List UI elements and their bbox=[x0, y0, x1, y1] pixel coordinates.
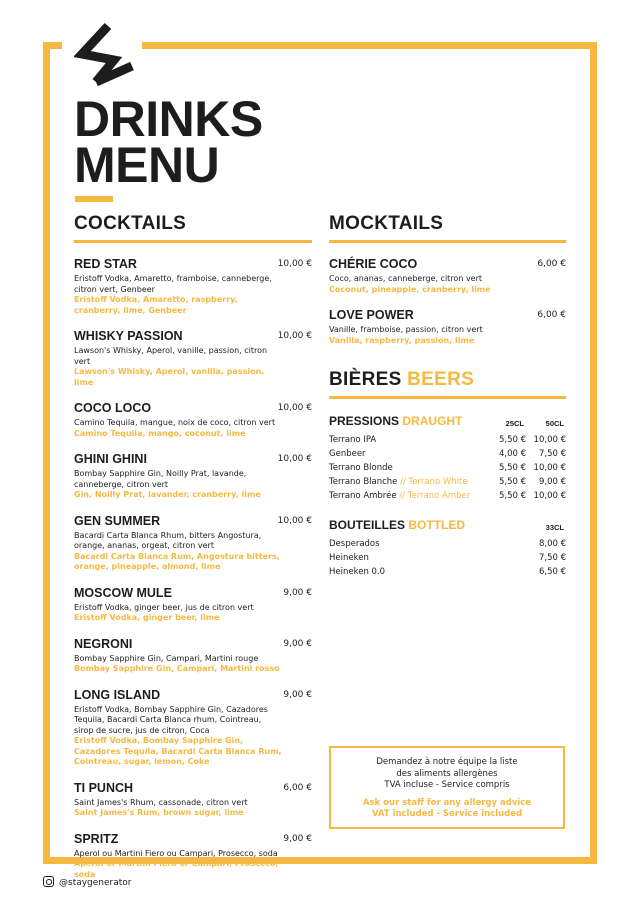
drink-name: WHISKY PASSION bbox=[74, 329, 183, 343]
price-33cl: 7,50 € bbox=[538, 553, 566, 563]
drink-ingredients-fr: Vanille, framboise, passion, citron vert bbox=[329, 325, 483, 334]
draught-header bbox=[329, 413, 566, 429]
drink-name: COCO LOCO bbox=[74, 401, 152, 415]
drink-name: NEGRONI bbox=[74, 636, 133, 651]
drink-ingredients-en: Bombay Sapphire Gin, Campari, Martini rosso bbox=[74, 664, 280, 673]
beer-name: Desperados bbox=[329, 539, 380, 549]
drink-ingredients-en: Bacardi Carta Blanca Rum, Angostura bitters, orange, pineapple, almond, lime bbox=[74, 551, 280, 571]
draught-row bbox=[329, 461, 566, 475]
draught-title-en: DRAUGHT bbox=[402, 414, 463, 428]
drink-item bbox=[74, 780, 312, 819]
price-25cl: 5,50 € bbox=[498, 491, 526, 501]
allergy-fr-1: Demandez à notre équipe la liste bbox=[376, 757, 518, 767]
drink-ingredients-fr: Camino Tequila, mangue, noix de coco, citron vert bbox=[74, 418, 276, 427]
drink-item bbox=[74, 831, 312, 881]
drink-ingredients-fr: Eristoff Vodka, Amaretto, framboise, canneberge, citron vert, Genbeer bbox=[74, 274, 272, 294]
draught-row bbox=[329, 475, 566, 489]
footer[interactable] bbox=[43, 876, 132, 890]
cocktail-list bbox=[74, 256, 312, 880]
bottled-list bbox=[329, 537, 566, 579]
draught-row bbox=[329, 489, 566, 503]
drink-ingredients-en: Eristoff Vodka, Bombay Sapphire Gin, Cazadores Tequila, Bacardi Carta Blanca Rum, Cointreau, sugar, lemon, Coke bbox=[74, 736, 282, 766]
drink-ingredients-fr: Aperol ou Martini Fiero ou Campari, Prosecco, soda bbox=[74, 848, 278, 858]
right-column bbox=[329, 212, 566, 579]
drink-item bbox=[329, 307, 566, 346]
drink-ingredients-fr: Bombay Sapphire Gin, Campari, Martini rouge bbox=[74, 653, 259, 663]
drink-name: LONG ISLAND bbox=[74, 687, 161, 702]
beers-title bbox=[329, 368, 566, 399]
col-33cl: 33CL bbox=[545, 523, 564, 532]
bottled-row bbox=[329, 537, 566, 551]
drink-ingredients-en: Aperol or Martini Fiero or Campari, Prosecco, soda bbox=[74, 859, 279, 879]
drink-ingredients-en: Vanilla, raspberry, passion, lime bbox=[329, 335, 475, 345]
price-50cl: 10,00 € bbox=[533, 435, 566, 445]
price-50cl: 9,00 € bbox=[538, 477, 566, 487]
draught-title-fr: PRESSIONS bbox=[329, 414, 400, 428]
price-25cl: 5,50 € bbox=[498, 477, 526, 487]
bottled-row bbox=[329, 551, 566, 565]
drink-item bbox=[74, 451, 312, 501]
drink-name: LOVE POWER bbox=[329, 308, 414, 322]
drink-price: 9,00 € bbox=[283, 689, 312, 700]
allergy-en-1: Ask our staff for any allergy advice bbox=[362, 797, 532, 808]
drink-item bbox=[74, 400, 312, 439]
price-25cl: 5,50 € bbox=[498, 435, 526, 445]
col-25cl: 25CL bbox=[505, 419, 524, 428]
allergy-fr-3: TVA incluse - Service compris bbox=[384, 780, 510, 790]
mocktail-list bbox=[329, 256, 566, 346]
beer-name: Terrano IPA bbox=[329, 435, 377, 445]
price-50cl: 10,00 € bbox=[533, 463, 566, 473]
drink-name: CHÉRIE COCO bbox=[329, 257, 418, 271]
drink-name: MOSCOW MULE bbox=[74, 585, 172, 600]
instagram-icon bbox=[43, 876, 54, 887]
bottled-header bbox=[329, 517, 566, 533]
beer-name: Terrano Blonde bbox=[329, 463, 393, 473]
allergy-fr-2: des aliments allergènes bbox=[396, 768, 498, 779]
drink-ingredients-en: Gin, Noilly Prat, lavander, cranberry, lime bbox=[74, 490, 261, 499]
price-50cl: 7,50 € bbox=[538, 449, 566, 459]
drink-item bbox=[74, 256, 312, 316]
instagram-handle[interactable]: @staygenerator bbox=[59, 878, 132, 888]
drink-item bbox=[74, 585, 312, 624]
drink-ingredients-en: Eristoff Vodka, ginger beer, lime bbox=[74, 613, 220, 622]
drink-item bbox=[74, 328, 312, 388]
generator-logo-icon bbox=[74, 22, 138, 90]
drink-ingredients-fr: Bacardi Carta Blanca Rhum, bitters Angostura, orange, ananas, orgeat, citron vert bbox=[74, 530, 262, 550]
drink-ingredients-fr: Bombay Sapphire Gin, Noilly Prat, lavande, canneberge, citron vert bbox=[74, 469, 247, 489]
drink-price: 6,00 € bbox=[537, 259, 566, 269]
title-underline bbox=[75, 196, 113, 202]
beer-name: Heineken bbox=[329, 553, 369, 563]
beer-name: Terrano Blanche bbox=[329, 477, 398, 487]
drink-name: GEN SUMMER bbox=[74, 513, 161, 528]
drink-price: 6,00 € bbox=[283, 782, 312, 793]
drink-name: RED STAR bbox=[74, 257, 137, 271]
drink-name: TI PUNCH bbox=[74, 780, 134, 795]
drink-item bbox=[74, 687, 312, 768]
drink-ingredients-en: Saint James's Rum, brown sugar, lime bbox=[74, 808, 244, 817]
drink-ingredients-en: Coconut, pineapple, cranberry, lime bbox=[329, 284, 491, 294]
drink-ingredients-en: Lawson's Whisky, Aperol, vanilla, passion, lime bbox=[74, 367, 265, 387]
drink-price: 10,00 € bbox=[277, 515, 312, 526]
drink-price: 9,00 € bbox=[283, 587, 312, 598]
page-title bbox=[74, 91, 263, 193]
drink-name: SPRITZ bbox=[74, 831, 119, 846]
bottled-row bbox=[329, 565, 566, 579]
drink-ingredients-fr: Saint James's Rhum, cassonade, citron vert bbox=[74, 797, 248, 807]
draught-list bbox=[329, 433, 566, 503]
col-50cl: 50CL bbox=[545, 419, 564, 428]
beer-name-en: // Terrano Amber bbox=[399, 491, 471, 501]
beer-name-en: // Terrano White bbox=[400, 477, 468, 487]
cocktails-column bbox=[74, 212, 312, 892]
drink-price: 10,00 € bbox=[277, 331, 312, 341]
drink-price: 9,00 € bbox=[283, 833, 312, 844]
drink-ingredients-en: Camino Tequila, mango, coconut, lime bbox=[74, 428, 246, 438]
bottled-title-fr: BOUTEILLES bbox=[329, 518, 406, 532]
beers-section bbox=[329, 368, 566, 579]
drink-price: 10,00 € bbox=[277, 259, 312, 269]
allergy-en-2: VAT included - Service included bbox=[371, 809, 523, 819]
title-line-drinks: DRINKS bbox=[74, 91, 263, 147]
drink-price: 9,00 € bbox=[283, 638, 312, 649]
price-33cl: 8,00 € bbox=[538, 539, 566, 549]
beer-name: Terrano Ambrée bbox=[329, 491, 397, 501]
drink-price: 6,00 € bbox=[537, 310, 566, 320]
bottled-title-en: BOTTLED bbox=[408, 518, 466, 532]
drink-item bbox=[74, 513, 312, 573]
cocktails-title: COCKTAILS bbox=[74, 212, 312, 243]
drink-ingredients-fr: Coco, ananas, canneberge, citron vert bbox=[329, 274, 483, 283]
drink-ingredients-fr: Eristoff Vodka, ginger beer, jus de citron vert bbox=[74, 602, 254, 612]
drink-price: 10,00 € bbox=[277, 454, 312, 464]
drink-ingredients-fr: Lawson's Whisky, Aperol, vanille, passion, citron vert bbox=[74, 346, 268, 366]
mocktails-title: MOCKTAILS bbox=[329, 212, 566, 243]
beer-name: Genbeer bbox=[329, 449, 366, 459]
drink-item bbox=[329, 256, 566, 295]
drink-item bbox=[74, 636, 312, 675]
drink-price: 10,00 € bbox=[277, 403, 312, 413]
draught-row bbox=[329, 433, 566, 447]
price-25cl: 4,00 € bbox=[498, 449, 526, 459]
drink-name: GHINI GHINI bbox=[74, 452, 147, 466]
title-line-menu: MENU bbox=[74, 137, 220, 193]
beer-name: Heineken 0.0 bbox=[329, 567, 386, 577]
beers-title-fr: BIÈRES bbox=[329, 369, 402, 390]
price-25cl: 5,50 € bbox=[498, 463, 526, 473]
price-50cl: 10,00 € bbox=[533, 491, 566, 501]
price-33cl: 6,50 € bbox=[538, 567, 566, 577]
allergy-notice bbox=[329, 746, 565, 829]
drink-ingredients-en: Eristoff Vodka, Amaretto, raspberry, cranberry, lime, Genbeer bbox=[74, 295, 238, 315]
draught-row bbox=[329, 447, 566, 461]
beers-title-en: BEERS bbox=[407, 369, 475, 390]
drink-ingredients-fr: Eristoff Vodka, Bombay Sapphire Gin, Cazadores Tequila, Bacardi Carta Blanca rhum, Cointreau, sirop de sucre, jus de citron, Coca bbox=[74, 704, 268, 735]
